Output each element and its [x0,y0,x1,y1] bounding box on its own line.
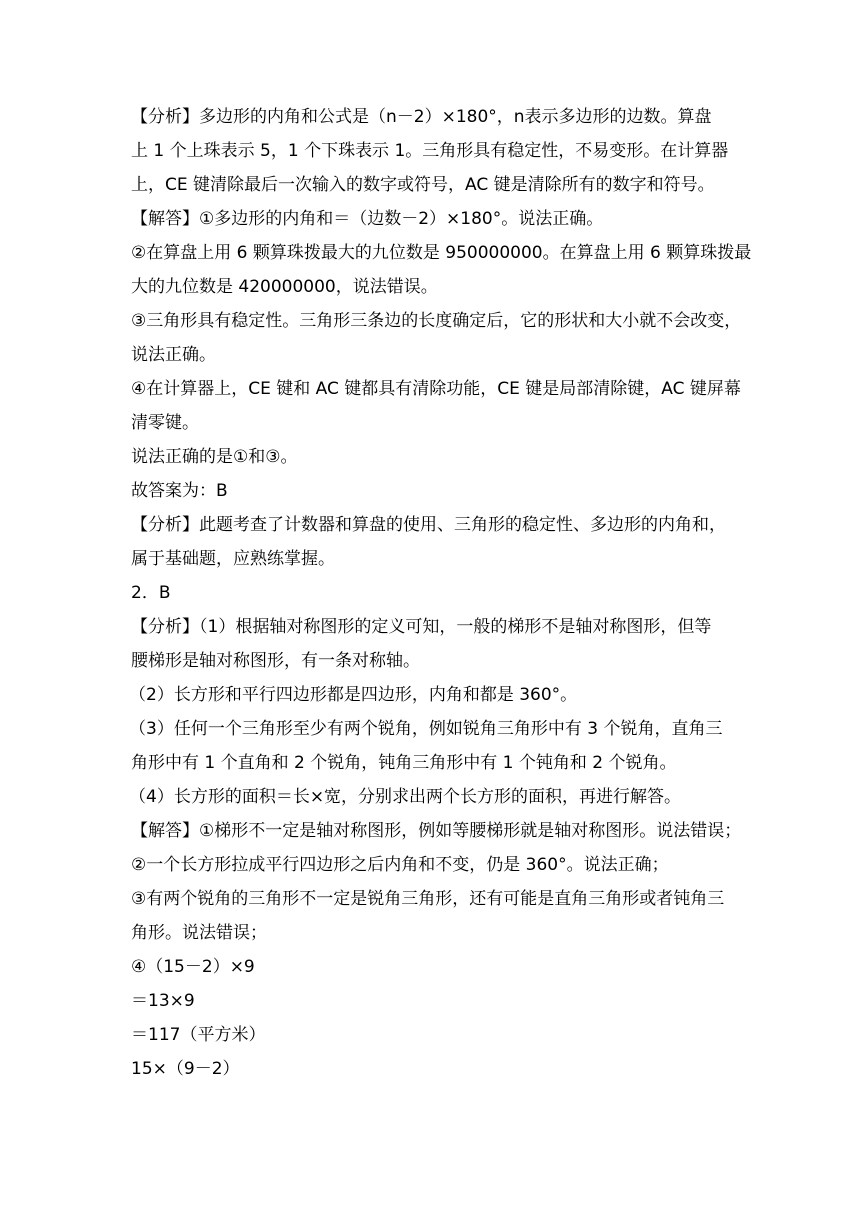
text-line: 角形中有 1 个直角和 2 个锐角，钝角三角形中有 1 个钝角和 2 个锐角。 [131,753,677,773]
text-line: 说法正确的是①和③。 [131,447,298,467]
text-line: （4）长方形的面积＝长×宽，分别求出两个长方形的面积，再进行解答。 [129,787,682,807]
text-line: ②在算盘上用 6 颗算珠拨最大的九位数是 950000000。在算盘上用 6 颗算珠拨最 [131,243,752,263]
text-line: ③三角形具有稳定性。三角形三条边的长度确定后，它的形状和大小就不会改变， [131,311,742,331]
text-line: 大的九位数是 420000000，说法错误。 [131,277,438,297]
text-line: 【解答】①梯形不一定是轴对称图形，例如等腰梯形就是轴对称图形。说法错误； [131,821,742,841]
calculation-line: ＝117（平方米） [131,1025,266,1045]
text-line: 【分析】多边形的内角和公式是（n－2）×180°，n表示多边形的边数。算盘 [131,107,712,127]
text-line: 上，CE 键清除最后一次输入的数字或符号，AC 键是清除所有的数字和符号。 [131,175,715,195]
text-line: ④在计算器上，CE 键和 AC 键都具有清除功能，CE 键是局部清除键，AC 键屏幕 [131,379,741,399]
text-line: 上 1 个上珠表示 5，1 个下珠表示 1。三角形具有稳定性，不易变形。在计算器 [131,141,729,161]
document-body [129,106,752,1092]
text-line: 【解答】①多边形的内角和＝（边数－2）×180°。说法正确。 [131,209,604,229]
text-line: ②一个长方形拉成平行四边形之后内角和不变，仍是 360°。说法正确； [131,855,669,875]
answer-line: 故答案为：B [131,481,228,501]
text-line: （3）任何一个三角形至少有两个锐角，例如锐角三角形中有 3 个锐角，直角三 [129,719,723,739]
calculation-line: ＝13×9 [131,991,195,1011]
calculation-line: 15×（9－2） [131,1059,240,1079]
text-line: 说法正确。 [131,345,216,365]
text-line: 属于基础题，应熟练掌握。 [131,549,335,569]
text-line: （2）长方形和平行四边形都是四边形，内角和都是 360°。 [129,685,578,705]
text-line: ③有两个锐角的三角形不一定是锐角三角形，还有可能是直角三角形或者钝角三 [131,889,725,909]
text-line: 腰梯形是轴对称图形，有一条对称轴。 [131,651,420,671]
text-line: 角形。说法错误； [131,923,267,943]
text-line: 【分析】（1）根据轴对称图形的定义可知，一般的梯形不是轴对称图形，但等 [131,617,712,637]
text-line: 【分析】此题考查了计数器和算盘的使用、三角形的稳定性、多边形的内角和， [131,515,726,535]
calculation-line: ④（15－2）×9 [131,957,255,977]
text-line: 清零键。 [131,413,199,433]
question-number: 2．B [131,583,171,603]
